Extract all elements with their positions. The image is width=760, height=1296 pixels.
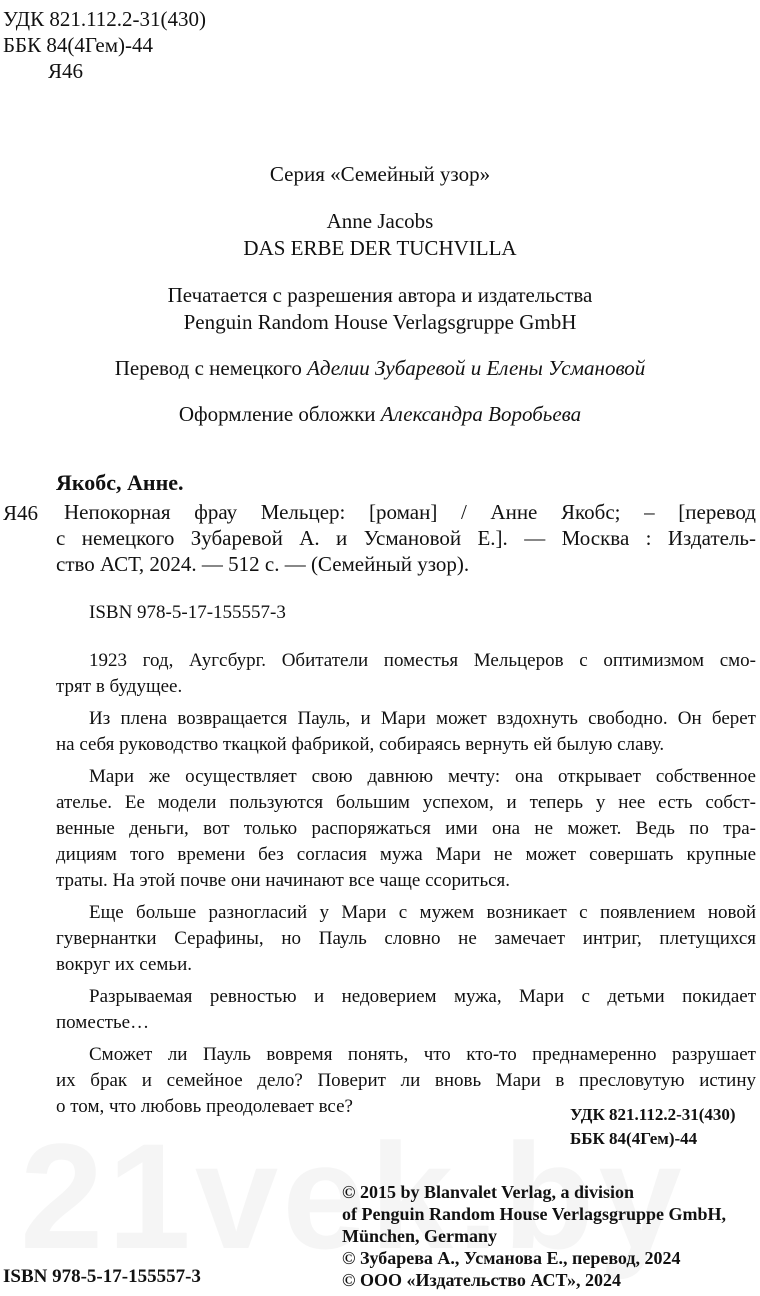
translator-2: Елены Усмановой xyxy=(486,356,646,380)
cover-prefix: Оформление обложки xyxy=(178,402,381,426)
annotation-line: ателье. Ее модели пользуются большим успехом, и теперь у нее есть собст- xyxy=(56,792,756,813)
original-title: DAS ERBE DER TUCHVILLA xyxy=(243,236,517,260)
annotation-line: их брак и семейное дело? Поверит ли вновь Мари в пресловутую истину xyxy=(56,1070,756,1091)
original-author: Anne Jacobs xyxy=(326,209,434,233)
annotation-paragraph xyxy=(56,648,756,700)
annotation-line: Сможет ли Пауль вовремя понять, что кто-то преднамеренно разрушает xyxy=(89,1044,756,1065)
catalog-description-line: с немецкого Зубаревой А. и Усмановой Е.]. — Москва : Издатель- xyxy=(56,526,756,550)
copyright-line: München, Germany xyxy=(342,1226,497,1246)
catalog-isbn: ISBN 978-5-17-155557-3 xyxy=(89,602,286,623)
bbk-code: ББК 84(4Гем)-44 xyxy=(3,33,154,57)
cover-design-credit xyxy=(0,402,760,427)
copyright-line: © ООО «Издательство АСТ», 2024 xyxy=(342,1270,622,1290)
translator-1: Аделии Зубаревой xyxy=(307,356,466,380)
annotation-paragraph xyxy=(56,984,756,1036)
bottom-isbn: ISBN 978-5-17-155557-3 xyxy=(3,1266,201,1287)
catalog-description-line: ство АСТ, 2024. — 512 с. — (Семейный узор). xyxy=(56,552,470,576)
annotation-line: трят в будущее. xyxy=(56,676,183,697)
annotation-line: венные деньги, вот только распоряжаться ими она не может. Ведь по тра- xyxy=(56,818,756,839)
catalog-author-heading: Якобс, Анне. xyxy=(56,470,184,495)
author-mark: Я46 xyxy=(48,59,84,83)
catalog-code: Я46 xyxy=(3,501,39,525)
annotation-line: вокруг их семьи. xyxy=(56,954,192,975)
annotation-line: гувернантки Серафины, но Пауль словно не замечает интриг, плетущихся xyxy=(56,928,756,949)
translation-connector: и xyxy=(465,356,487,380)
annotation-line: о том, что любовь преодолевает все? xyxy=(56,1096,353,1117)
udk-code: УДК 821.112.2-31(430) xyxy=(3,7,207,31)
annotation-line: 1923 год, Аугсбург. Обитатели поместья Мельцеров с оптимизмом смо- xyxy=(89,650,756,671)
annotation-paragraph xyxy=(56,764,756,894)
annotation-line: Из плена возвращается Пауль, и Мари может вздохнуть свободно. Он берет xyxy=(89,708,756,729)
bottom-bbk-code: ББК 84(4Гем)-44 xyxy=(570,1129,698,1148)
annotation-line: на себя руководство ткацкой фабрикой, собираясь вернуть ей былую славу. xyxy=(56,734,665,755)
annotation-paragraph xyxy=(56,900,756,978)
annotation-line: поместье… xyxy=(56,1012,150,1033)
annotation-paragraph xyxy=(56,706,756,758)
annotation xyxy=(56,648,756,1126)
cover-designer: Александра Воробьева xyxy=(380,402,582,426)
translation-prefix: Перевод с немецкого xyxy=(114,356,308,380)
annotation-line: Разрываемая ревностью и недоверием мужа, Мари с детьми покидает xyxy=(89,986,756,1007)
bottom-udk-code: УДК 821.112.2-31(430) xyxy=(570,1105,736,1124)
annotation-line: дициям того времени без согласия мужа Мари не может совершать крупные xyxy=(56,844,756,865)
copyright-line: of Penguin Random House Verlagsgruppe GmbH, xyxy=(342,1204,727,1224)
copyright-line: © Зубарева А., Усманова Е., перевод, 2024 xyxy=(342,1248,681,1268)
catalog-description xyxy=(56,499,756,577)
translation-credit xyxy=(0,356,760,381)
series-line: Серия «Семейный узор» xyxy=(269,162,491,186)
permission-line-1: Печатается с разрешения автора и издательства xyxy=(167,283,593,307)
permission-line-2: Penguin Random House Verlagsgruppe GmbH xyxy=(183,310,577,334)
annotation-line: траты. На этой почве они начинают все чаще ссориться. xyxy=(56,870,511,891)
catalog-description-line: Непокорная фрау Мельцер: [роман] / Анне Якобс; – [перевод xyxy=(64,500,756,524)
copyright-line: © 2015 by Blanvalet Verlag, a division xyxy=(342,1182,634,1202)
annotation-line: Мари же осуществляет свою давнюю мечту: она открывает собственное xyxy=(89,766,756,787)
annotation-line: Еще больше разногласий у Мари с мужем возникает с появлением новой xyxy=(89,902,756,923)
